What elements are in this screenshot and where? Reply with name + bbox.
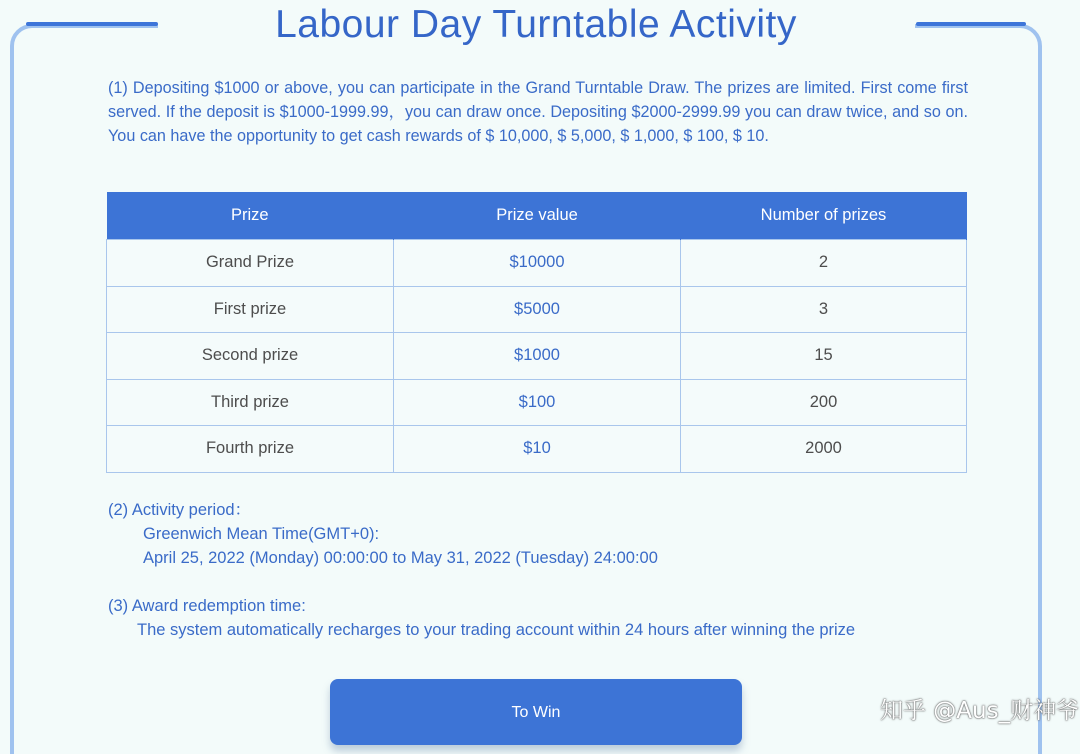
prize-value: $5000 [394, 286, 681, 333]
intro-paragraph: (1) Depositing $1000 or above, you can participate in the Grand Turntable Draw. The prizes are limited. First come first served. If the deposit is $1000-1999.99，you can draw once. Depositing $2000-2999.99 you can draw twice, and so on. You can have the opportunity to get cash rewards of $ 10,000, $ 5,000, $ 1,000, $ 100, $ 10. [108, 79, 968, 145]
redemption-heading: (3) Award redemption time: [108, 597, 306, 615]
prize-value: $10 [394, 426, 681, 473]
page-title: Labour Day Turntable Activity [275, 3, 797, 46]
to-win-button[interactable]: To Win [330, 679, 742, 745]
activity-period-timezone: Greenwich Mean Time(GMT+0): [143, 525, 380, 543]
prize-name: First prize [107, 286, 394, 333]
activity-period-heading: (2) Activity period： [108, 501, 252, 519]
watermark: 知乎 @Aus_财神爷 [880, 698, 1080, 724]
activity-period-section [108, 498, 658, 570]
prize-table [106, 192, 967, 473]
prize-name: Second prize [107, 333, 394, 380]
table-row [107, 286, 967, 333]
prize-count: 3 [681, 286, 967, 333]
prize-value: $100 [394, 379, 681, 426]
prize-name: Fourth prize [107, 426, 394, 473]
redemption-text: The system automatically recharges to your trading account within 24 hours after winning the prize [137, 621, 856, 639]
header-prize-value: Prize value [394, 192, 681, 240]
header-prize: Prize [107, 192, 394, 240]
prize-value: $1000 [394, 333, 681, 380]
activity-period-range: April 25, 2022 (Monday) 00:00:00 to May 31, 2022 (Tuesday) 24:00:00 [143, 549, 658, 567]
table-row [107, 333, 967, 380]
prize-name: Grand Prize [107, 240, 394, 287]
redemption-section [108, 594, 855, 642]
table-header-row [107, 192, 967, 240]
table-row [107, 379, 967, 426]
header-number-of-prizes: Number of prizes [681, 192, 967, 240]
table-row [107, 240, 967, 287]
prize-count: 15 [681, 333, 967, 380]
table-row [107, 426, 967, 473]
prize-count: 200 [681, 379, 967, 426]
prize-count: 2000 [681, 426, 967, 473]
prize-name: Third prize [107, 379, 394, 426]
prize-count: 2 [681, 240, 967, 287]
prize-value: $10000 [394, 240, 681, 287]
